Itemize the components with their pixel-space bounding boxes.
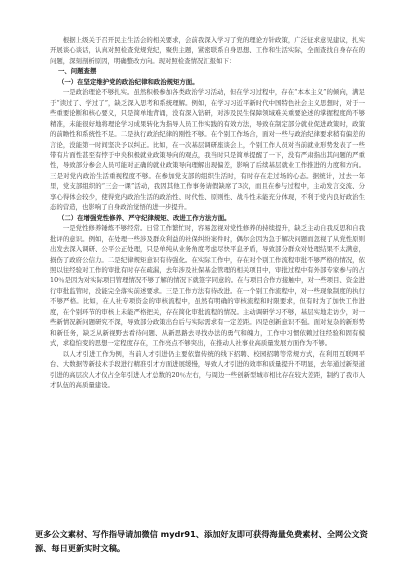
subsection-1-paragraph: 一是政治理论不够扎实。虽然积极参加各类政治学习活动，但在学习过程中，存在“本本主义”的倾向，满足于“读过了、学过了”，缺乏深入思考和系统理解。例如，在学习习近平新时代中国特色社会主义思想时，对于一些重要论断和核心要义，只是简单地背诵，没有深入钻研，对涉及民生保障领域难关重要论述的掌握程度尚不够精准，未能很好地将理论学习成果转化为指导人员工作实践的有效方法，导致在制定部分就业促进政策时，政策的前瞻性和系统性不足。二是执行政治纪律的刚性不够。在个别工作场合，面对一些与政治纪律要求稍有偏差的言论，没能第一时间坚决予以纠正。比如，在一次基层调研座谈会上，个别工作人员对当前就业形势发表了一些带有片面性甚至有悖于中央积极就业政策导向的观点，我当时只是简单提醒了一下，没有严肃指出其问题的严重性，导致部分参会人员可能对正确的就业政策导向理解出现偏差，影响了后续基层就业工作推进的力度和方向。三是对党内政治生活重视程度不够。在参加党支部的组织生活时，有时存在走过场的心态。据统计，过去一年里，党支部组织的“三会一课”活动，我因其他工作事务请假缺席了3次，而且在参与过程中，主动发言交流、分享心得体会较少，使得党内政治生活的政治性、时代性、原则性、战斗性未能充分体现，不利于党内良好政治生态的营造，也影响了自身政治觉悟的进一步提升。 (50, 88, 365, 212)
promo-footer: 更多公文素材、写作指导请加微信 mydr91、添加好友即可获得海量免费素材、全网公文资源、每日更新实时文稿。 (35, 529, 368, 553)
subsection-1-heading: （一）在坚定维护党的政治纪律和政治规矩方面。 (58, 77, 199, 86)
subsection-2-paragraph-1: 一是党性修养锤炼不够经常。日常工作繁忙时，容易忽视对党性修养的持续提升，缺乏主动自我反思和自我批评的意识。例如，在处理一些涉及群众利益的社保纠纷案件时，偶尔会因为急于解决问题而忽视了从党性原则出发去深入调研、公平公正处理，只是单纯从业务角度考虑尽快平息矛盾，导致部分群众对处理结果不太满意，损伤了政府公信力。二是纪律规矩意识有待强化。在实际工作中，存在对个别工作流程审批不够严格的情况，依照以往经验对工作的审批有时存在疏漏，去年涉及社保基金管理的相关项目中，审批过程中有外部专家参与的占10％是因为对实际项目管理情况不够了解的情况下就签字同意的。在与项目合作方接触中，对一些项目、资金进行审批监管时，没能完全落实前述要求。三是工作方法有待改进。在一个别工作流程中，对一些现象制度的执行不够严格。比如，在人社专项资金的审核流程中，虽然有明确的审核流程和时限要求，但有时为了加快工作进度，在个别环节的审核上未能严格把关，存在简化审批流程的情况。主动调研学习不够，基层实地走访少，对一些新情况新问题研究不深，导致部分政策出台后与实际需求有一定差距。四是创新意识不强。面对复杂的新形势和新任务，缺乏从新视野去看待问题、从新思路去寻找办法的勇气和魄力，工作中习惯依赖过往经验和固有模式，求稳怕变的思想一定程度存在，工作亮点不够突出，在推动人社事业高质量发展方面作为不够。 (50, 224, 365, 348)
intro-paragraph: 根据上级关于召开民主生活会的相关要求，会前我深入学习了党的理论方针政策，广泛征求意见建议，扎实开展谈心谈话，认真对照检查党规党纪，聚焦主题，紧密联系自身思想、工作和生活实际，全面查找自身存在的问题，深刻剖析原因，明确整改方向。现对照检查情况汇报如下： (50, 36, 365, 65)
subsection-2-paragraph-2: 以人才引进工作为例，当前人才引进仍主要依靠传统的线下招聘、校园招聘等常规方式，在利用互联网平台、大数据等新技术手段进行精准引才方面进展缓慢，导致人才引进的效率和质量提升不明显，去年通过新渠道引进的高层次人才仅占全年引进人才总数的20％左右，与周边一些创新型城市相比存在较大差距，制约了我市人才队伍的高质量建设。 (50, 349, 365, 389)
subsection-2-heading: （二）在增强党性修养、严守纪律规矩、改进工作方法方面。 (58, 213, 231, 222)
document-body (50, 35, 365, 390)
section-title: 一、问题查摆 (58, 67, 97, 76)
